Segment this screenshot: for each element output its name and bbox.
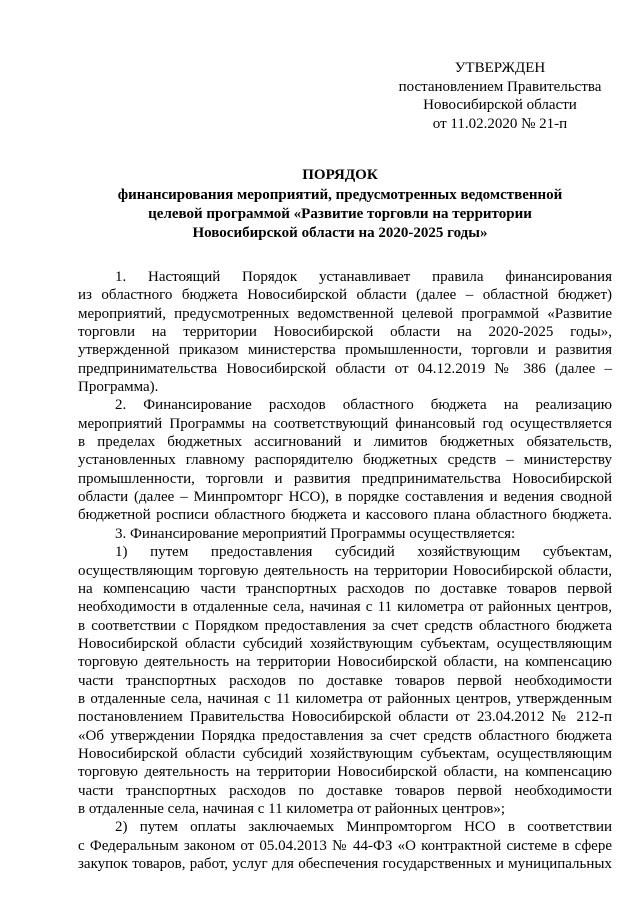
paragraph-1 (78, 268, 612, 396)
text-line: торговую деятельность на территории Новосибирской области, на компенсацию (78, 764, 612, 781)
text-line: торговли на территории Новосибирской области на 2020-2025 годы», (78, 324, 612, 341)
text-line: Новосибирской области субсидий хозяйствующим субъектам, осуществляющим (78, 745, 612, 762)
text-line: на компенсацию части транспортных расходов по доставке товаров первой (78, 580, 612, 597)
document-title (60, 166, 620, 243)
text-line: 1. Настоящий Порядок устанавливает правила финансирования (115, 269, 612, 285)
title-line: Новосибирской области на 2020-2025 годы» (192, 225, 488, 241)
text-line: осуществляющим торговую деятельность на территории Новосибирской области, (78, 562, 612, 579)
text-line: с Федеральным законом от 05.04.2013 № 44-ФЗ «О контрактной системе в сфере (78, 837, 612, 854)
text-line: в отдаленные села, начиная с 11 километра от районных центров»; (78, 800, 506, 817)
title-heading: ПОРЯДОК (302, 167, 378, 183)
title-line: финансирования мероприятий, предусмотренных ведомственной (117, 187, 563, 203)
text-line: установленных главному распорядителю бюджетных средств – министерству (78, 452, 612, 469)
title-line: целевой программой «Развитие торговли на территории (148, 206, 532, 222)
document-body (78, 268, 612, 873)
text-line: необходимости в отдаленные села, начиная с 11 километра от районных центров, (78, 599, 612, 616)
text-line: части транспортных расходов по доставке товаров первой необходимости (78, 672, 612, 689)
text-line: Программа). (78, 379, 159, 396)
approval-issuer: постановлением Правительства (398, 78, 602, 95)
text-line: в пределах бюджетных ассигнований и лимитов бюджетных обязательств, (78, 434, 612, 451)
approval-region: Новосибирской области (423, 97, 577, 113)
text-line: закупок товаров, работ, услуг для обеспечения государственных и муниципальных (78, 856, 612, 872)
approval-date-number: от 11.02.2020 № 21-п (432, 115, 568, 132)
paragraph-3 (78, 525, 612, 543)
text-line: из областного бюджета Новосибирской области (далее – областной бюджет) (78, 287, 612, 304)
text-line: в отдаленные села, начиная с 11 километра от районных центров, утвержденным (78, 690, 612, 707)
text-line: 3. Финансирование мероприятий Программы осуществляется: (115, 525, 516, 542)
text-line: Новосибирской области субсидий хозяйствующим субъектам, осуществляющим (78, 635, 612, 652)
text-line: 2. Финансирование расходов областного бюджета на реализацию (115, 397, 612, 414)
text-line: 1) путем предоставления субсидий хозяйствующим субъектам, (115, 544, 612, 561)
text-line: мероприятий, предусмотренных ведомственной целевой программой «Развитие (78, 305, 612, 322)
text-line: 2) путем оплаты заключаемых Минпромторгом НСО в соответствии (115, 819, 612, 836)
approval-heading: УТВЕРЖДЕН (454, 60, 546, 76)
text-line: части транспортных расходов по доставке товаров первой необходимости (78, 782, 612, 799)
paragraph-2 (78, 396, 612, 524)
approval-stamp (395, 59, 605, 133)
text-line: мероприятий Программы на соответствующий финансовый год осуществляется (78, 415, 612, 432)
text-line: «Об утверждении Порядка предоставления за счет средств областного бюджета (78, 727, 612, 744)
text-line: постановлением Правительства Новосибирской области от 23.04.2012 № 212-п (78, 709, 612, 726)
text-line: утвержденной приказом министерства промышленности, торговли и развития (78, 342, 612, 359)
text-line: промышленности, торговли и развития предпринимательства Новосибирской (78, 470, 612, 487)
text-line: бюджетной росписи областного бюджета и кассового плана областного бюджета. (78, 507, 612, 524)
text-line: предпринимательства Новосибирской области от 04.12.2019 № 386 (далее – (78, 360, 612, 377)
paragraph-3-item-1 (78, 543, 612, 818)
paragraph-3-item-2 (78, 818, 612, 873)
text-line: торговую деятельность на территории Новосибирской области, на компенсацию (78, 654, 612, 671)
text-line: в соответствии с Порядком предоставления за счет средств областного бюджета (78, 617, 612, 634)
text-line: области (далее – Минпромторг НСО), в порядке составления и ведения сводной (78, 489, 612, 506)
